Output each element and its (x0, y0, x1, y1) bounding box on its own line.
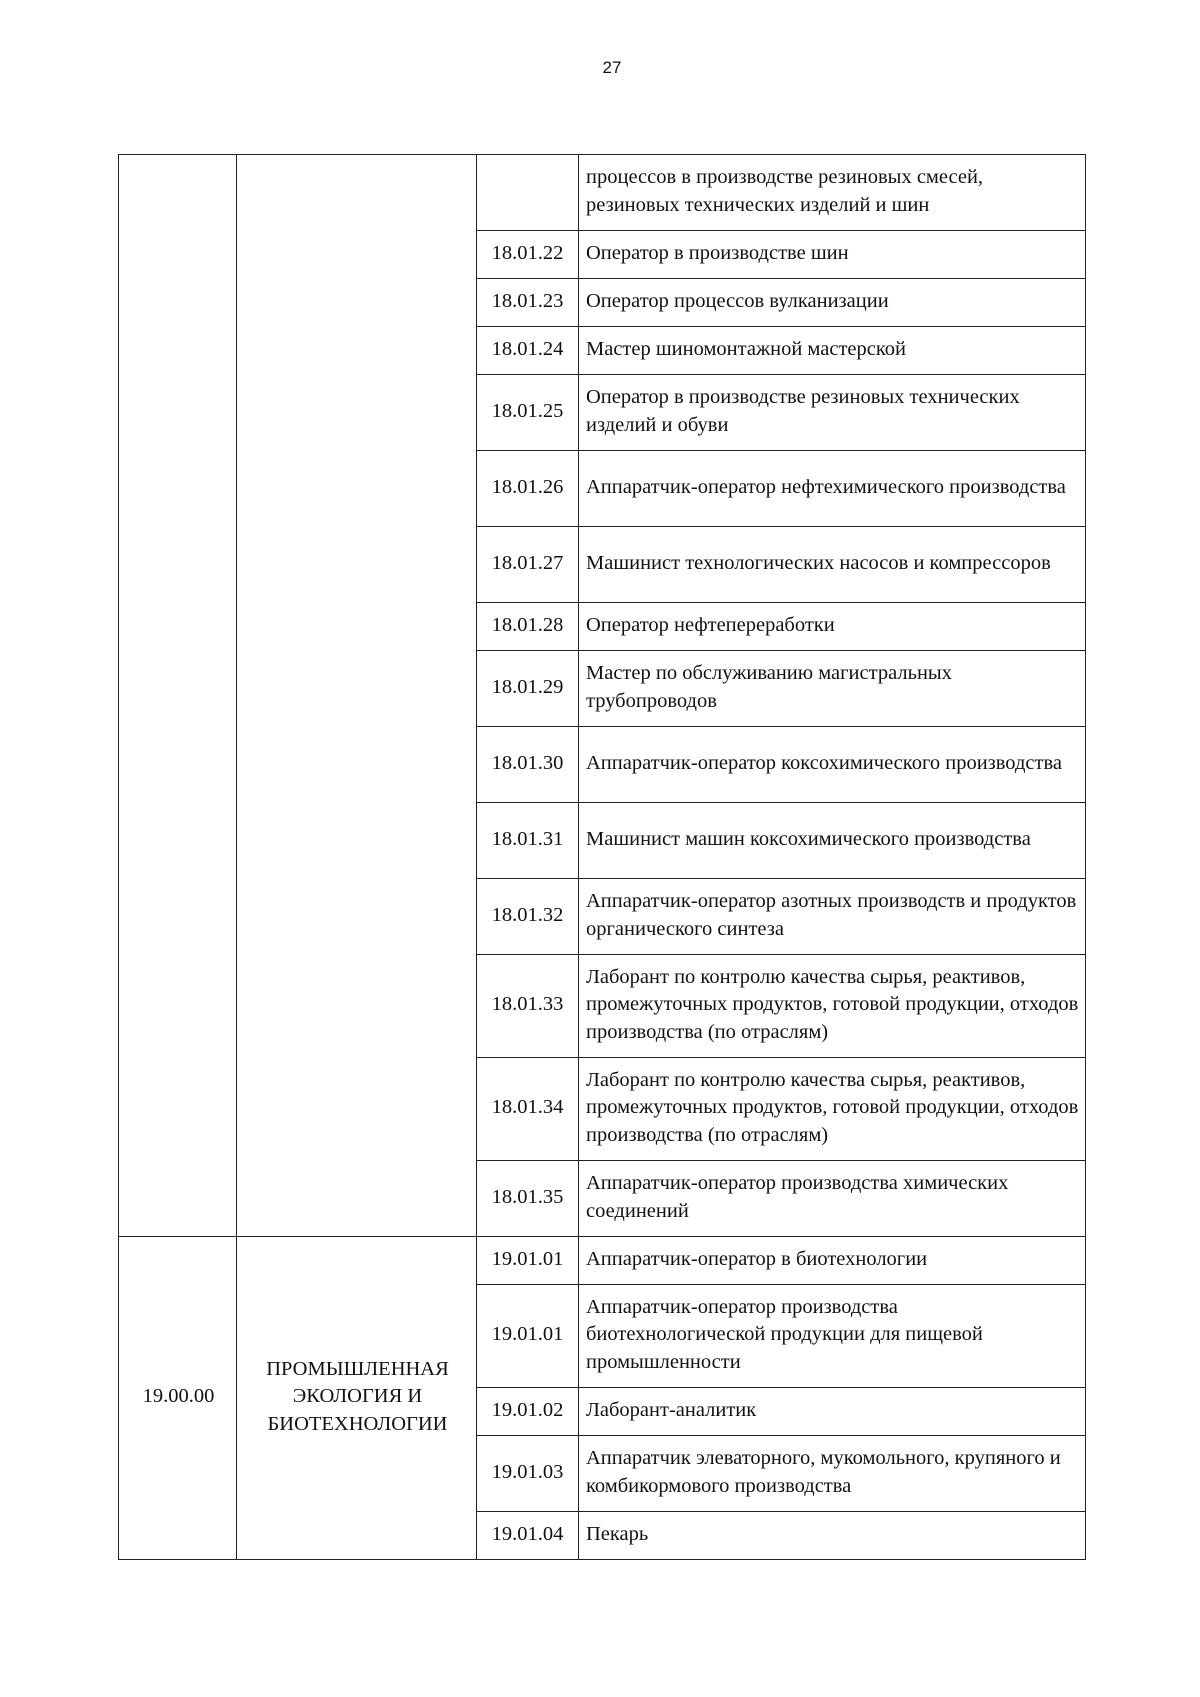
profession-code: 18.01.27 (477, 527, 579, 603)
profession-name: Оператор нефтепереработки (579, 603, 1086, 651)
profession-name: Лаборант по контролю качества сырья, реактивов, промежуточных продуктов, готовой продукции, отходов производства (по отраслям) (579, 1058, 1086, 1161)
profession-code: 19.01.03 (477, 1436, 579, 1512)
profession-name: Оператор в производстве шин (579, 231, 1086, 279)
profession-name: Оператор в производстве резиновых технических изделий и обуви (579, 375, 1086, 451)
profession-name: Машинист машин коксохимического производства (579, 803, 1086, 879)
profession-code: 18.01.26 (477, 451, 579, 527)
profession-code: 18.01.22 (477, 231, 579, 279)
profession-code: 19.01.04 (477, 1512, 579, 1560)
profession-name: Аппаратчик элеваторного, мукомольного, крупяного и комбикормового производства (579, 1436, 1086, 1512)
profession-code: 18.01.23 (477, 279, 579, 327)
profession-name: Мастер шиномонтажной мастерской (579, 327, 1086, 375)
profession-code: 18.01.35 (477, 1161, 579, 1237)
profession-code: 18.01.34 (477, 1058, 579, 1161)
group-name-cell (237, 155, 477, 1237)
profession-code: 19.01.01 (477, 1237, 579, 1285)
profession-code: 18.01.28 (477, 603, 579, 651)
profession-name: Аппаратчик-оператор нефтехимического производства (579, 451, 1086, 527)
profession-name: Мастер по обслуживанию магистральных трубопроводов (579, 651, 1086, 727)
professions-table (118, 154, 1086, 1560)
profession-code: 18.01.30 (477, 727, 579, 803)
page-number: 27 (602, 58, 622, 77)
profession-name: Аппаратчик-оператор производства биотехнологической продукции для пищевой промышленности (579, 1285, 1086, 1388)
profession-code: 18.01.29 (477, 651, 579, 727)
profession-name: Аппаратчик-оператор коксохимического производства (579, 727, 1086, 803)
profession-name: Аппаратчик-оператор азотных производств и продуктов органического синтеза (579, 879, 1086, 955)
profession-code: 19.01.01 (477, 1285, 579, 1388)
profession-code: 19.01.02 (477, 1388, 579, 1436)
group-name-cell: ПРОМЫШЛЕННАЯ ЭКОЛОГИЯ И БИОТЕХНОЛОГИИ (237, 1237, 477, 1560)
profession-code (477, 155, 579, 231)
profession-code: 18.01.32 (477, 879, 579, 955)
table-row (119, 155, 1086, 231)
profession-name: Аппаратчик-оператор производства химических соединений (579, 1161, 1086, 1237)
profession-name: Пекарь (579, 1512, 1086, 1560)
group-code-cell: 19.00.00 (119, 1237, 237, 1560)
profession-name: Аппаратчик-оператор в биотехнологии (579, 1237, 1086, 1285)
profession-code: 18.01.33 (477, 955, 579, 1058)
profession-name: Оператор процессов вулканизации (579, 279, 1086, 327)
group-code-cell (119, 155, 237, 1237)
profession-code: 18.01.24 (477, 327, 579, 375)
profession-name: Лаборант по контролю качества сырья, реактивов, промежуточных продуктов, готовой продукции, отходов производства (по отраслям) (579, 955, 1086, 1058)
profession-name: Лаборант-аналитик (579, 1388, 1086, 1436)
table-row (119, 1237, 1086, 1285)
profession-code: 18.01.31 (477, 803, 579, 879)
profession-name: процессов в производстве резиновых смесей, резиновых технических изделий и шин (579, 155, 1086, 231)
profession-code: 18.01.25 (477, 375, 579, 451)
profession-name: Машинист технологических насосов и компрессоров (579, 527, 1086, 603)
